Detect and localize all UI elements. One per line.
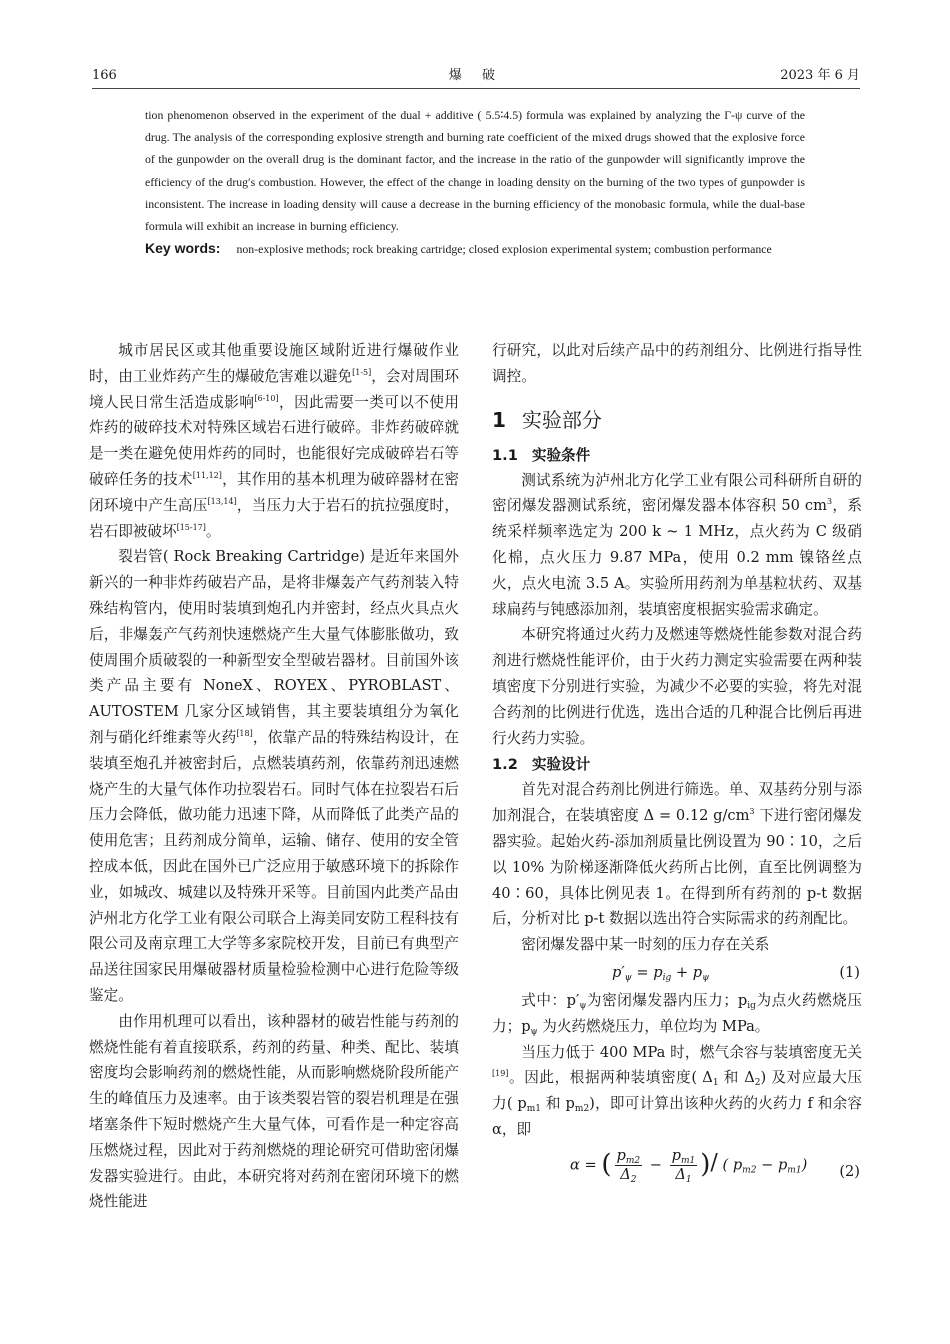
intro-continuation: 行研究，以此对后续产品中的药剂组分、比例进行指导性调控。 [492, 342, 862, 385]
abstract-text: tion phenomenon observed in the experiment of the dual + additive ( 5.5∶4.5) formula was explained by analyzing the Γ-ψ curve of the drug. The analysis of the corresponding explosive strength and burning rate coefficient of the mixed drugs showed that the explosive force of the gunpowder on the overall drug is the dominant factor, and the increase in the ratio of the gunpowder will significantly improve the efficiency of the drug′s combustion. However, the effect of the change in loading density on the burning of the two types of gunpowder is inconsistent. The increase in loading density will cause a decrease in the burning efficiency of the monobasic formula, while the dual-base formula will exhibit an increase in burning efficiency. [145, 108, 805, 234]
intro-paragraph-2: 裂岩管( Rock Breaking Cartridge) 是近年来国外新兴的一种非炸药破岩产品，是将非爆轰产气药剂装入特殊结构管内，使用时装填到炮孔内并密封，经点火具点火后，非爆轰产气药剂快速燃烧产生大量气体膨胀做功，致使周围介质破裂的一种新型安全型破岩器材。目前国外该类产品主要有 NoneX、ROYEX、PYROBLAST、AUTOSTEM 几家分区域销售，其主要装填组分为氧化剂与硝化纤维素等火药[18]，依靠产品的特殊结构设计，在装填至炮孔并被密封后，点燃装填药剂，依靠药剂迅速燃烧产生的大量气体作功拉裂岩石。同时气体在拉裂岩石后压力会降低，做功能力迅速下降，从而降低了此类产品的使用危害；且药剂成分简单，运输、储存、使用的安全管控成本低，因此在国外已广泛应用于敏感环境下的拆除作业，如城改、城建以及特殊开采等。目前国内此类产品由泸州北方化学工业有限公司联合上海美同安防工程科技有限公司及南京理工大学等多家院校开发，目前已有典型产品送往国家民用爆破器材质量检验检测中心进行危险等级鉴定。 [89, 548, 459, 1004]
english-abstract [145, 104, 805, 260]
keywords-text: non-explosive methods; rock breaking cartridge; closed explosion experimental system; combustion performance [236, 242, 772, 257]
equation-1-number: (1) [839, 963, 860, 981]
where-paragraph: 式中：$p'_\psi$为密闭爆发器内压力；$p_{ig}$为点火药燃烧压力；$p_\psi$ 为火药燃烧压力，单位均为 MPa。 [492, 991, 862, 1037]
evaluation-paragraph: 本研究将通过火药力及燃速等燃烧性能参数对混合药剂进行燃烧性能评价，由于火药力测定实验需要在两种装填密度下分别进行实验，为减少不必要的实验，将先对混合药剂的比例进行优选，选出合适的几种混合比例后再进行火药力实验。 [492, 626, 862, 747]
when-paragraph: 当压力低于 400 MPa 时，燃气余容与装填密度无关[19]。因此，根据两种装填密度( $\Delta_1$ 和 $\Delta_2$) 及对应最大压力( $p_{m1}$ 和 $p_{m2}$)，即可计算出该种火药的火药力 f 和余容 α，即 [492, 1043, 862, 1138]
relation-paragraph: 密闭爆发器中某一时刻的压力存在关系 [521, 936, 770, 954]
keywords-label: Key words: [145, 240, 221, 257]
keywords [145, 237, 805, 260]
running-header [92, 66, 860, 89]
equation-2: α = ( $\frac{p_{m2}}{\Delta_2}$ − $\frac{p_{m1}}{\Delta_1}$ )/ ( $p_{m2} - p_{m1}$) (2) [570, 1146, 860, 1185]
equation-2-number: (2) [839, 1162, 860, 1180]
intro-paragraph-3: 由作用机理可以看出，该种器材的破岩性能与药剂的燃烧性能有着直接联系，药剂的药量、种类、配比、装填密度均会影响药剂的燃烧性能，从而影响燃烧阶段所能产生的峰值压力及速率。由于该类裂岩管的裂岩机理是在强堵塞条件下短时燃烧产生大量气体，可看作是一种定容高压燃烧过程，因此对于药剂燃烧的理论研究可借助密闭爆发器实验进行。由此，本研究将对药剂在密闭环境下的燃烧性能进 [89, 1012, 459, 1211]
subsection-heading-1-2: 1.2 实验设计 [492, 756, 591, 774]
section-heading-1: 1 实验部分 [492, 407, 602, 432]
design-paragraph: 首先对混合药剂比例进行筛选。单、双基药分别与添加剂混合，在装填密度 Δ = 0.12 $g/cm^3$ 下进行密闭爆发器实验。起始火药-添加剂质量比例设置为 90∶10，之后以 10% 为阶梯逐渐降低火药所占比例，直至比例调整为 40∶60，具体比例见表 1。在得到所有药剂的 p-t 数据后，分析对比 p-t 数据以选出符合实际需求的药剂配比。 [492, 781, 863, 928]
journal-name: 爆 破 [448, 68, 504, 83]
equation-1: $p'_\psi = p_{ig} + p_\psi$ (1) [492, 958, 862, 988]
right-column [492, 338, 862, 1199]
conditions-paragraph: 测试系统为泸州北方化学工业有限公司科研所自研的密闭爆发器测试系统，密闭爆发器本体容积 50 $cm^3$，系统采样频率选定为 200 k ~ 1 MHz，点火药为 C 级硝化棉，点火压力 9.87 MPa，使用 0.2 mm 镍铬丝点火，点火电流 3.5 A。实验所用药剂为单基粒状药、双基球扁药与钝感添加剂，装填密度根据实验需求确定。 [492, 471, 862, 618]
page-number: 166 [92, 68, 117, 83]
issue-date: 2023 年 6 月 [780, 68, 860, 83]
left-column [89, 338, 459, 1215]
intro-paragraph-1: 城市居民区或其他重要设施区域附近进行爆破作业时，由工业炸药产生的爆破危害难以避免[1-5]，会对周围环境人民日常生活造成影响[6-10]，因此需要一类可以不使用炸药的破碎技术对特殊区域岩石进行破碎。非炸药破碎就是一类在避免使用炸药的同时，也能很好完成破碎岩石等破碎任务的技术[11,12]，其作用的基本机理为破碎器材在密闭环境中产生高压[13,14]，当压力大于岩石的抗拉强度时，岩石即被破坏[15-17]。 [89, 342, 459, 540]
subsection-heading-1-1: 1.1 实验条件 [492, 446, 591, 464]
